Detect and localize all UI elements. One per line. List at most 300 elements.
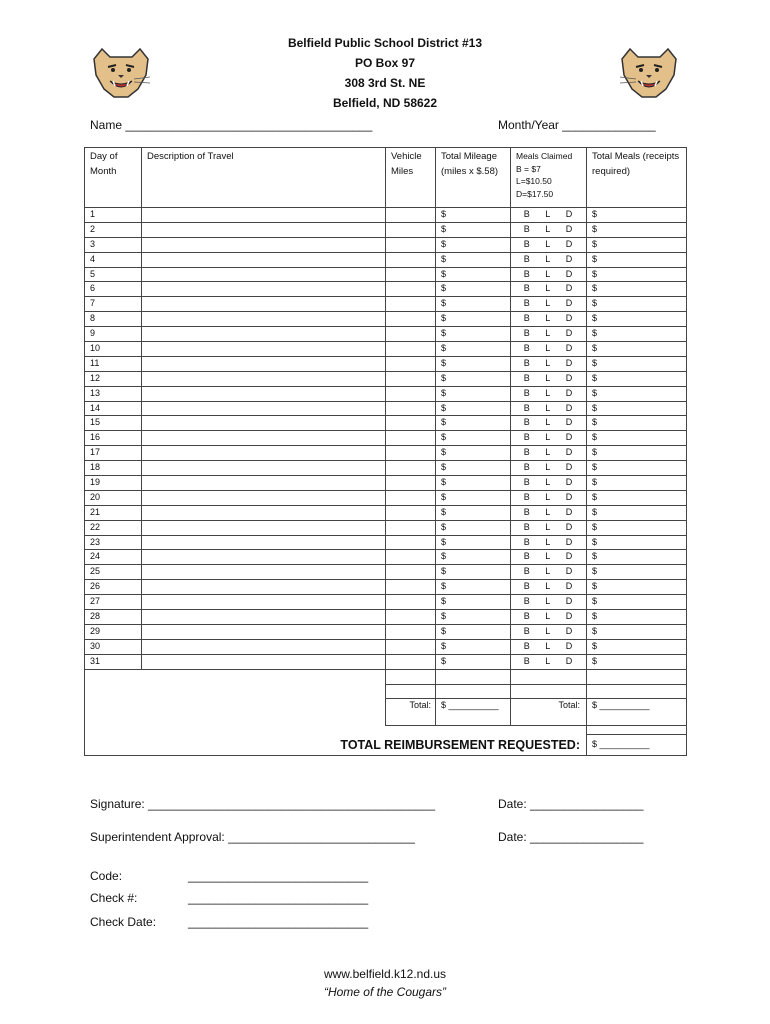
description-cell[interactable] (142, 624, 386, 639)
total-meals-cell[interactable]: $ (587, 639, 687, 654)
vehicle-miles-cell[interactable] (386, 505, 436, 520)
meal-option-d[interactable]: D (565, 640, 573, 651)
meal-option-d[interactable]: D (565, 268, 573, 279)
mileage-cell[interactable]: $ (436, 505, 511, 520)
description-cell[interactable] (142, 580, 386, 595)
total-meals-cell[interactable]: $ (587, 446, 687, 461)
vehicle-miles-cell[interactable] (386, 297, 436, 312)
meals-cell[interactable] (511, 550, 587, 565)
description-cell[interactable] (142, 416, 386, 431)
meals-cell[interactable] (511, 431, 587, 446)
meal-option-b[interactable]: B (523, 640, 530, 651)
meal-option-b[interactable]: B (523, 209, 530, 219)
meal-option-d[interactable]: D (565, 566, 573, 577)
meals-cell[interactable] (511, 565, 587, 580)
meal-option-b[interactable]: B (523, 253, 530, 264)
meal-option-l[interactable]: L (545, 477, 551, 488)
mileage-cell[interactable]: $ (436, 520, 511, 535)
description-cell[interactable] (142, 297, 386, 312)
meal-option-l[interactable]: L (545, 238, 551, 249)
meals-cell[interactable] (511, 312, 587, 327)
total-meals-cell[interactable]: $ (587, 237, 687, 252)
meal-option-d[interactable]: D (565, 551, 573, 562)
meals-cell[interactable] (511, 446, 587, 461)
meal-option-l[interactable]: L (545, 655, 551, 666)
meal-option-l[interactable]: L (545, 581, 551, 592)
meals-cell[interactable] (511, 267, 587, 282)
meal-option-b[interactable]: B (523, 581, 530, 592)
meal-option-d[interactable]: D (565, 298, 573, 309)
mileage-cell[interactable]: $ (436, 446, 511, 461)
mileage-cell[interactable]: $ (436, 416, 511, 431)
meal-option-l[interactable]: L (545, 611, 551, 622)
meal-option-d[interactable]: D (565, 611, 573, 622)
total-meals-cell[interactable]: $ (587, 371, 687, 386)
mileage-cell[interactable]: $ (436, 490, 511, 505)
meals-cell[interactable] (511, 386, 587, 401)
meal-option-l[interactable]: L (545, 596, 551, 607)
meal-options (516, 655, 586, 668)
vehicle-miles-cell[interactable] (386, 267, 436, 282)
mileage-total-value[interactable]: $ __________ (436, 699, 511, 726)
meal-option-d[interactable]: D (565, 447, 573, 458)
blank-cell (85, 669, 386, 684)
check-date-field[interactable]: ___________________________ (188, 915, 369, 929)
total-meals-cell[interactable]: $ (587, 520, 687, 535)
day-cell: 13 (85, 386, 142, 401)
code-label: Code: (90, 869, 123, 883)
vehicle-miles-cell[interactable] (386, 535, 436, 550)
mileage-cell[interactable]: $ (436, 297, 511, 312)
mileage-cell[interactable]: $ (436, 580, 511, 595)
vehicle-miles-cell[interactable] (386, 386, 436, 401)
meal-options (516, 416, 586, 429)
mileage-cell[interactable]: $ (436, 222, 511, 237)
meal-option-l[interactable]: L (545, 328, 551, 339)
meal-option-d[interactable]: D (565, 462, 573, 473)
vehicle-miles-cell[interactable] (386, 580, 436, 595)
vehicle-miles-cell[interactable] (386, 490, 436, 505)
meal-options (516, 357, 586, 370)
total-meals-cell[interactable]: $ (587, 327, 687, 342)
total-meals-cell[interactable]: $ (587, 490, 687, 505)
header-meals-claimed (511, 148, 587, 208)
table-row (85, 282, 687, 297)
check-number-field[interactable]: ___________________________ (188, 891, 369, 905)
approval-date-field[interactable]: Date: _________________ (498, 830, 644, 844)
meal-option-l[interactable]: L (545, 506, 551, 517)
meal-option-d[interactable]: D (565, 417, 573, 428)
meal-option-b[interactable]: B (523, 417, 530, 428)
meal-option-d[interactable]: D (565, 402, 573, 413)
total-meals-cell[interactable]: $ (587, 624, 687, 639)
meal-option-d[interactable]: D (565, 506, 573, 517)
meal-option-d[interactable]: D (565, 357, 573, 368)
meal-option-l[interactable]: L (545, 313, 551, 324)
meal-option-d[interactable]: D (565, 372, 573, 383)
vehicle-miles-cell[interactable] (386, 327, 436, 342)
vehicle-miles-cell[interactable] (386, 595, 436, 610)
meal-option-d[interactable]: D (565, 625, 573, 636)
description-cell[interactable] (142, 282, 386, 297)
code-field[interactable]: ___________________________ (188, 869, 369, 883)
meal-option-d[interactable]: D (565, 238, 573, 249)
meal-option-b[interactable]: B (523, 328, 530, 339)
meal-option-l[interactable]: L (545, 536, 551, 547)
table-row (85, 684, 687, 699)
mileage-cell[interactable]: $ (436, 595, 511, 610)
mileage-cell[interactable]: $ (436, 461, 511, 476)
vehicle-miles-cell[interactable] (386, 610, 436, 625)
total-meals-cell[interactable]: $ (587, 252, 687, 267)
total-meals-cell[interactable]: $ (587, 535, 687, 550)
meal-option-d[interactable]: D (565, 343, 573, 354)
meal-options (516, 268, 586, 281)
vehicle-miles-cell[interactable] (386, 565, 436, 580)
description-cell[interactable] (142, 639, 386, 654)
meal-options (516, 238, 586, 251)
meal-option-d[interactable]: D (565, 253, 573, 264)
table-row (85, 580, 687, 595)
meal-option-b[interactable]: B (523, 611, 530, 622)
vehicle-miles-cell[interactable] (386, 208, 436, 223)
description-cell[interactable] (142, 654, 386, 669)
header-description: Description of Travel (142, 148, 386, 208)
meals-cell[interactable] (511, 476, 587, 491)
meal-option-b[interactable]: B (523, 655, 530, 666)
total-meals-cell[interactable]: $ (587, 461, 687, 476)
day-cell: 29 (85, 624, 142, 639)
meal-option-d[interactable]: D (565, 328, 573, 339)
description-cell[interactable] (142, 461, 386, 476)
meal-option-l[interactable]: L (545, 253, 551, 264)
vehicle-miles-cell[interactable] (386, 654, 436, 669)
description-cell[interactable] (142, 505, 386, 520)
meal-options (516, 536, 586, 549)
signature-date-field[interactable]: Date: _________________ (498, 797, 644, 811)
vehicle-miles-cell[interactable] (386, 401, 436, 416)
meal-option-d[interactable]: D (565, 491, 573, 502)
vehicle-miles-cell[interactable] (386, 416, 436, 431)
po-box: PO Box 97 (354, 56, 416, 70)
mileage-cell[interactable]: $ (436, 342, 511, 357)
meal-option-b[interactable]: B (523, 387, 530, 398)
table-row (85, 386, 687, 401)
meal-option-l[interactable]: L (545, 209, 551, 219)
meals-cell[interactable] (511, 371, 587, 386)
vehicle-miles-cell[interactable] (386, 237, 436, 252)
meals-cell[interactable] (511, 595, 587, 610)
vehicle-miles-cell[interactable] (386, 371, 436, 386)
meal-option-l[interactable]: L (545, 372, 551, 383)
meals-cell[interactable] (511, 624, 587, 639)
total-meals-cell[interactable]: $ (587, 505, 687, 520)
meal-option-b[interactable]: B (523, 372, 530, 383)
mileage-cell[interactable]: $ (436, 386, 511, 401)
total-meals-cell[interactable]: $ (587, 267, 687, 282)
total-meals-cell[interactable]: $ (587, 222, 687, 237)
mileage-cell[interactable]: $ (436, 639, 511, 654)
total-meals-cell[interactable]: $ (587, 610, 687, 625)
vehicle-miles-cell[interactable] (386, 476, 436, 491)
description-cell[interactable] (142, 610, 386, 625)
table-row (85, 669, 687, 684)
table-row (85, 461, 687, 476)
total-meals-cell[interactable]: $ (587, 580, 687, 595)
meal-option-l[interactable]: L (545, 387, 551, 398)
description-cell[interactable] (142, 252, 386, 267)
meals-cell[interactable] (511, 520, 587, 535)
meal-option-b[interactable]: B (523, 357, 530, 368)
vehicle-miles-cell[interactable] (386, 252, 436, 267)
meal-option-d[interactable]: D (565, 223, 573, 234)
mileage-cell[interactable]: $ (436, 327, 511, 342)
total-meals-cell[interactable]: $ (587, 342, 687, 357)
meals-cell[interactable] (511, 461, 587, 476)
meals-cell[interactable] (511, 297, 587, 312)
blank-cell (587, 669, 687, 684)
meal-option-d[interactable]: D (565, 283, 573, 294)
meal-option-b[interactable]: B (523, 268, 530, 279)
meals-cell[interactable] (511, 282, 587, 297)
description-cell[interactable] (142, 565, 386, 580)
mileage-cell[interactable]: $ (436, 252, 511, 267)
mileage-cell[interactable]: $ (436, 565, 511, 580)
meals-cell[interactable] (511, 505, 587, 520)
day-cell: 28 (85, 610, 142, 625)
meal-option-d[interactable]: D (565, 432, 573, 443)
meals-cell[interactable] (511, 222, 587, 237)
meal-options (516, 580, 586, 593)
meal-option-b[interactable]: B (523, 343, 530, 354)
description-cell[interactable] (142, 386, 386, 401)
meal-option-l[interactable]: L (545, 521, 551, 532)
meal-option-b[interactable]: B (523, 313, 530, 324)
description-cell[interactable] (142, 327, 386, 342)
vehicle-miles-cell[interactable] (386, 222, 436, 237)
description-cell[interactable] (142, 267, 386, 282)
meal-option-b[interactable]: B (523, 432, 530, 443)
vehicle-miles-cell[interactable] (386, 356, 436, 371)
meal-option-l[interactable]: L (545, 268, 551, 279)
blank-cell (511, 684, 587, 699)
meal-option-b[interactable]: B (523, 625, 530, 636)
mileage-cell[interactable]: $ (436, 208, 511, 223)
total-meals-cell[interactable]: $ (587, 386, 687, 401)
meal-options (516, 476, 586, 489)
day-cell: 31 (85, 654, 142, 669)
meal-option-d[interactable]: D (565, 209, 573, 219)
mileage-cell[interactable]: $ (436, 401, 511, 416)
description-cell[interactable] (142, 550, 386, 565)
mileage-cell[interactable]: $ (436, 476, 511, 491)
description-cell[interactable] (142, 431, 386, 446)
meals-cell[interactable] (511, 342, 587, 357)
meal-options (516, 595, 586, 608)
mileage-cell[interactable]: $ (436, 267, 511, 282)
meal-option-l[interactable]: L (545, 462, 551, 473)
mileage-cell[interactable]: $ (436, 237, 511, 252)
description-cell[interactable] (142, 520, 386, 535)
total-meals-cell[interactable]: $ (587, 595, 687, 610)
meal-option-b[interactable]: B (523, 521, 530, 532)
mileage-cell[interactable]: $ (436, 550, 511, 565)
meal-option-l[interactable]: L (545, 551, 551, 562)
meal-option-l[interactable]: L (545, 491, 551, 502)
meal-option-d[interactable]: D (565, 521, 573, 532)
meal-option-b[interactable]: B (523, 536, 530, 547)
vehicle-miles-cell[interactable] (386, 639, 436, 654)
table-row (85, 476, 687, 491)
vehicle-miles-cell[interactable] (386, 624, 436, 639)
description-cell[interactable] (142, 208, 386, 223)
meal-option-b[interactable]: B (523, 491, 530, 502)
meal-option-b[interactable]: B (523, 238, 530, 249)
description-cell[interactable] (142, 595, 386, 610)
month-year-field-label[interactable]: Month/Year ______________ (498, 118, 656, 132)
blank-cell (436, 684, 511, 699)
meals-cell[interactable] (511, 356, 587, 371)
description-cell[interactable] (142, 535, 386, 550)
vehicle-miles-cell[interactable] (386, 342, 436, 357)
meals-cell[interactable] (511, 252, 587, 267)
mileage-cell[interactable]: $ (436, 535, 511, 550)
meal-option-b[interactable]: B (523, 298, 530, 309)
meal-option-b[interactable]: B (523, 596, 530, 607)
meal-option-l[interactable]: L (545, 566, 551, 577)
meal-option-l[interactable]: L (545, 343, 551, 354)
footer-website[interactable]: www.belfield.k12.nd.us (323, 967, 447, 981)
total-meals-cell[interactable]: $ (587, 297, 687, 312)
vehicle-miles-cell[interactable] (386, 312, 436, 327)
meals-cell[interactable] (511, 610, 587, 625)
vehicle-miles-cell[interactable] (386, 431, 436, 446)
signature-field[interactable]: Signature: ___________________________________________ (90, 797, 436, 811)
meal-option-b[interactable]: B (523, 283, 530, 294)
reimbursement-value[interactable]: $ __________ (587, 735, 687, 756)
description-cell[interactable] (142, 371, 386, 386)
total-meals-cell[interactable]: $ (587, 401, 687, 416)
meals-cell[interactable] (511, 654, 587, 669)
meal-option-d[interactable]: D (565, 596, 573, 607)
vehicle-miles-cell[interactable] (386, 282, 436, 297)
meal-option-l[interactable]: L (545, 402, 551, 413)
day-cell: 30 (85, 639, 142, 654)
mileage-cell[interactable]: $ (436, 654, 511, 669)
name-field-label[interactable]: Name _____________________________________ (90, 118, 373, 132)
total-meals-cell[interactable]: $ (587, 416, 687, 431)
meal-option-d[interactable]: D (565, 536, 573, 547)
vehicle-miles-cell[interactable] (386, 461, 436, 476)
meals-cell[interactable] (511, 535, 587, 550)
total-meals-cell[interactable]: $ (587, 431, 687, 446)
description-cell[interactable] (142, 342, 386, 357)
meal-option-l[interactable]: L (545, 432, 551, 443)
meals-cell[interactable] (511, 327, 587, 342)
meal-option-d[interactable]: D (565, 387, 573, 398)
meal-option-b[interactable]: B (523, 462, 530, 473)
meal-option-l[interactable]: L (545, 298, 551, 309)
meal-option-d[interactable]: D (565, 313, 573, 324)
meal-option-l[interactable]: L (545, 447, 551, 458)
superintendent-approval-field[interactable]: Superintendent Approval: ____________________________ (90, 830, 415, 844)
mileage-total-label: Total: (386, 699, 436, 726)
meal-option-b[interactable]: B (523, 223, 530, 234)
meal-option-b[interactable]: B (523, 566, 530, 577)
mileage-cell[interactable]: $ (436, 624, 511, 639)
table-row (85, 327, 687, 342)
blank-cell (436, 669, 511, 684)
meal-option-b[interactable]: B (523, 506, 530, 517)
meals-cell[interactable] (511, 580, 587, 595)
description-cell[interactable] (142, 446, 386, 461)
description-cell[interactable] (142, 222, 386, 237)
total-meals-cell[interactable]: $ (587, 282, 687, 297)
meal-option-l[interactable]: L (545, 283, 551, 294)
meals-cell[interactable] (511, 416, 587, 431)
mileage-cell[interactable]: $ (436, 431, 511, 446)
meal-option-l[interactable]: L (545, 223, 551, 234)
meal-option-l[interactable]: L (545, 640, 551, 651)
mileage-cell[interactable]: $ (436, 312, 511, 327)
meal-option-l[interactable]: L (545, 417, 551, 428)
cougar-mascot-icon (616, 45, 682, 101)
mileage-cell[interactable]: $ (436, 282, 511, 297)
meal-option-d[interactable]: D (565, 581, 573, 592)
vehicle-miles-cell[interactable] (386, 550, 436, 565)
meal-options (516, 297, 586, 310)
meals-title: Meals Claimed (516, 151, 573, 161)
meal-option-b[interactable]: B (523, 477, 530, 488)
meal-option-d[interactable]: D (565, 655, 573, 666)
vehicle-miles-cell[interactable] (386, 446, 436, 461)
total-meals-cell[interactable]: $ (587, 208, 687, 223)
vehicle-miles-cell[interactable] (386, 520, 436, 535)
day-cell: 12 (85, 371, 142, 386)
description-cell[interactable] (142, 312, 386, 327)
total-meals-cell[interactable]: $ (587, 654, 687, 669)
meal-options (516, 223, 586, 236)
total-meals-cell[interactable]: $ (587, 356, 687, 371)
description-cell[interactable] (142, 401, 386, 416)
meal-option-d[interactable]: D (565, 477, 573, 488)
total-meals-cell[interactable]: $ (587, 476, 687, 491)
meals-cell[interactable] (511, 401, 587, 416)
total-meals-cell[interactable]: $ (587, 565, 687, 580)
meals-cell[interactable] (511, 639, 587, 654)
description-cell[interactable] (142, 490, 386, 505)
mileage-cell[interactable]: $ (436, 610, 511, 625)
meal-option-b[interactable]: B (523, 447, 530, 458)
meals-total-value[interactable]: $ __________ (587, 699, 687, 726)
meals-rate-l: L=$10.50 (516, 176, 552, 186)
description-cell[interactable] (142, 356, 386, 371)
meal-options (516, 387, 586, 400)
description-cell[interactable] (142, 237, 386, 252)
mileage-cell[interactable]: $ (436, 356, 511, 371)
description-cell[interactable] (142, 476, 386, 491)
meal-option-l[interactable]: L (545, 625, 551, 636)
meals-cell[interactable] (511, 490, 587, 505)
total-meals-cell[interactable]: $ (587, 312, 687, 327)
meals-cell[interactable] (511, 208, 587, 223)
total-meals-cell[interactable]: $ (587, 550, 687, 565)
meal-option-b[interactable]: B (523, 402, 530, 413)
meal-option-b[interactable]: B (523, 551, 530, 562)
mileage-cell[interactable]: $ (436, 371, 511, 386)
meals-cell[interactable] (511, 237, 587, 252)
meal-option-l[interactable]: L (545, 357, 551, 368)
